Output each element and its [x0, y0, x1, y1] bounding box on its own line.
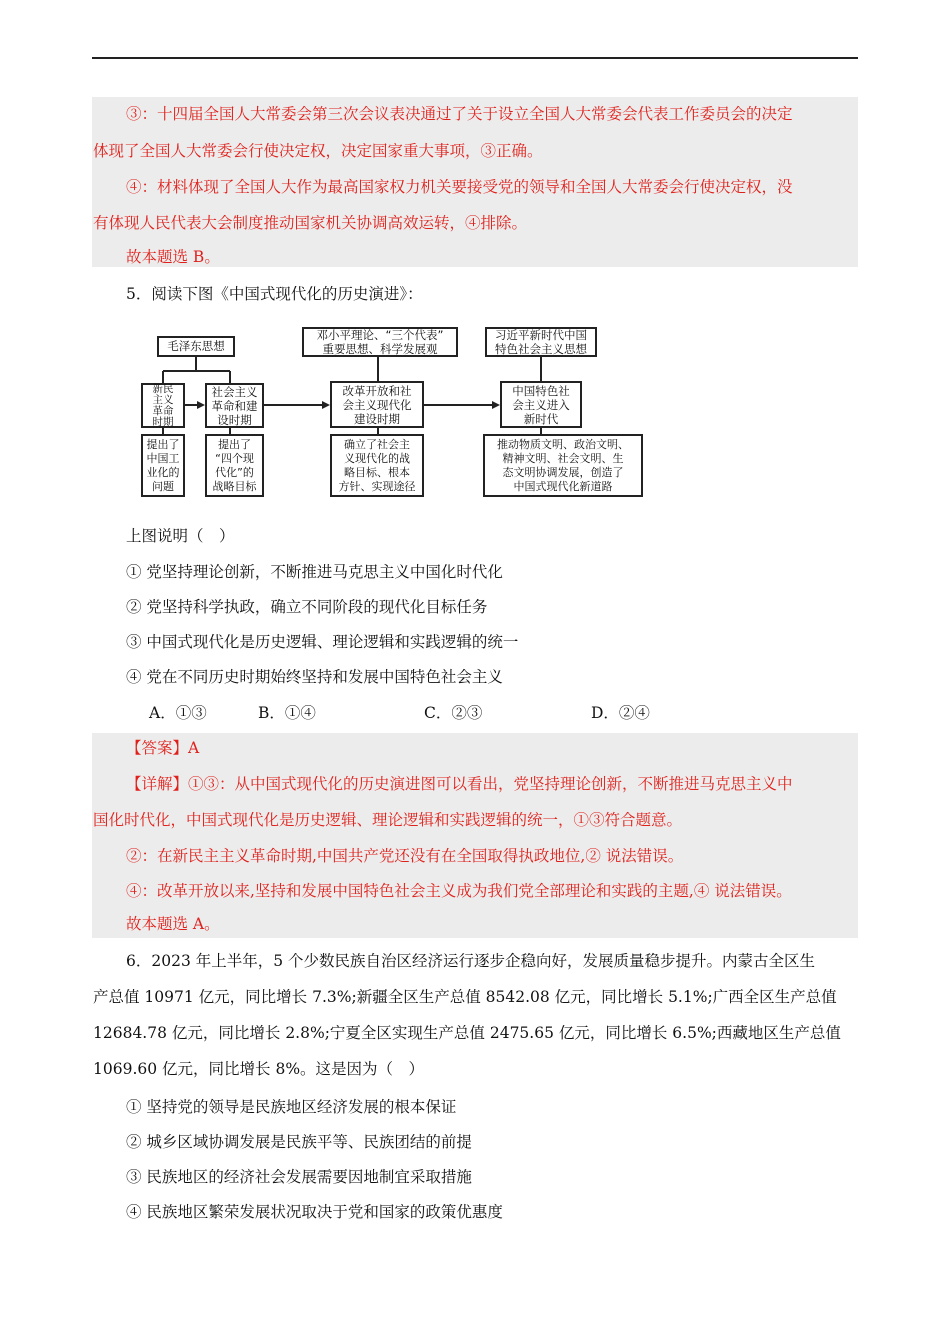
- q5-detail-line: ②：在新民主主义革命时期,中国共产党还没有在全国取得执政地位,② 说法错误。: [126, 847, 684, 865]
- q5-option-d[interactable]: D．②④: [591, 704, 650, 722]
- q5-detail-line: 国化时代化，中国式现代化是历史逻辑、理论逻辑和实践逻辑的统一，①③符合题意。: [93, 811, 683, 829]
- prev-answer-line: ③：十四届全国人大常委会第三次会议表决通过了关于设立全国人大常委会代表工作委员会的决定: [126, 105, 793, 123]
- prev-answer-line: 体现了全国人大常委会行使决定权，决定国家重大事项，③正确。: [93, 142, 543, 160]
- q6-item: ② 城乡区域协调发展是民族平等、民族团结的前提: [126, 1133, 472, 1151]
- q5-answer: 【答案】A: [126, 739, 200, 757]
- box-note-strategic-goals: 确立了社会主 义现代化的战 略目标、根本 方针、实现途径: [330, 434, 424, 497]
- box-socialist-construction-period: 社会主义 革命和建 设时期: [205, 383, 264, 428]
- q5-conclusion: 故本题选 A。: [126, 915, 220, 933]
- q5-item: ③ 中国式现代化是历史逻辑、理论逻辑和实践逻辑的统一: [126, 633, 519, 651]
- prev-answer-conclusion: 故本题选 B。: [126, 248, 220, 266]
- box-note-new-path: 推动物质文明、政治文明、 精神文明、社会文明、生 态文明协调发展，创造了 中国式现代化新道路: [483, 434, 643, 497]
- q5-answer-block: [92, 733, 858, 938]
- q6-stem-line: 1069.60 亿元，同比增长 8%。这是因为（ ）: [93, 1060, 425, 1078]
- box-reform-period: 改革开放和社 会主义现代化 建设时期: [330, 381, 424, 428]
- q5-item: ④ 党在不同历史时期始终坚持和发展中国特色社会主义: [126, 668, 503, 686]
- box-xi-thought: 习近平新时代中国 特色社会主义思想: [485, 327, 597, 357]
- q5-stem: 5．阅读下图《中国式现代化的历史演进》：: [126, 285, 423, 303]
- q5-item: ① 党坚持理论创新，不断推进马克思主义中国化时代化: [126, 563, 503, 581]
- q5-detail-line: ④：改革开放以来,坚持和发展中国特色社会主义成为我们党全部理论和实践的主题,④ 说法错误。: [126, 882, 792, 900]
- prev-answer-line: ④：材料体现了全国人大作为最高国家权力机关要接受党的领导和全国人大常委会行使决定权，没: [126, 178, 793, 196]
- q6-stem-line: 12684.78 亿元，同比增长 2.8%;宁夏全区实现生产总值 2475.65 亿元，同比增长 6.5%;西藏地区生产总值: [93, 1024, 841, 1042]
- box-note-industrialization: 提出了 中国工 业化的 问题: [141, 434, 185, 497]
- q6-stem-line: 产总值 10971 亿元，同比增长 7.3%;新疆全区生产总值 8542.08 亿元，同比增长 5.1%;广西全区生产总值: [93, 988, 837, 1006]
- box-deng-theory: 邓小平理论、“三个代表” 重要思想、科学发展观: [302, 327, 458, 357]
- q6-item: ③ 民族地区的经济社会发展需要因地制宜采取措施: [126, 1168, 472, 1186]
- q5-prompt: 上图说明（ ）: [126, 527, 235, 545]
- q5-detail-line: 【详解】①③：从中国式现代化的历史演进图可以看出，党坚持理论创新，不断推进马克思主义中: [126, 775, 793, 793]
- box-mao-thought: 毛泽东思想: [157, 336, 235, 357]
- q5-option-b[interactable]: B．①④: [258, 704, 316, 722]
- box-new-era: 中国特色社 会主义进入 新时代: [500, 381, 582, 428]
- q5-option-c[interactable]: C．②③: [424, 704, 483, 722]
- q5-option-a[interactable]: A．①③: [149, 704, 207, 722]
- q5-item: ② 党坚持科学执政，确立不同阶段的现代化目标任务: [126, 598, 488, 616]
- box-new-democratic-period: 新民 主义 革命 时期: [141, 383, 185, 428]
- q6-item: ① 坚持党的领导是民族地区经济发展的根本保证: [126, 1098, 457, 1116]
- box-note-four-modernizations: 提出了 “四个现 代化”的 战略目标: [205, 434, 264, 497]
- q6-item: ④ 民族地区繁荣发展状况取决于党和国家的政策优惠度: [126, 1203, 503, 1221]
- prev-answer-line: 有体现人民代表大会制度推动国家机关协调高效运转，④排除。: [93, 214, 528, 232]
- q6-stem-line: 6．2023 年上半年，5 个少数民族自治区经济运行逐步企稳向好，发展质量稳步提升。内蒙古全区生: [126, 952, 816, 970]
